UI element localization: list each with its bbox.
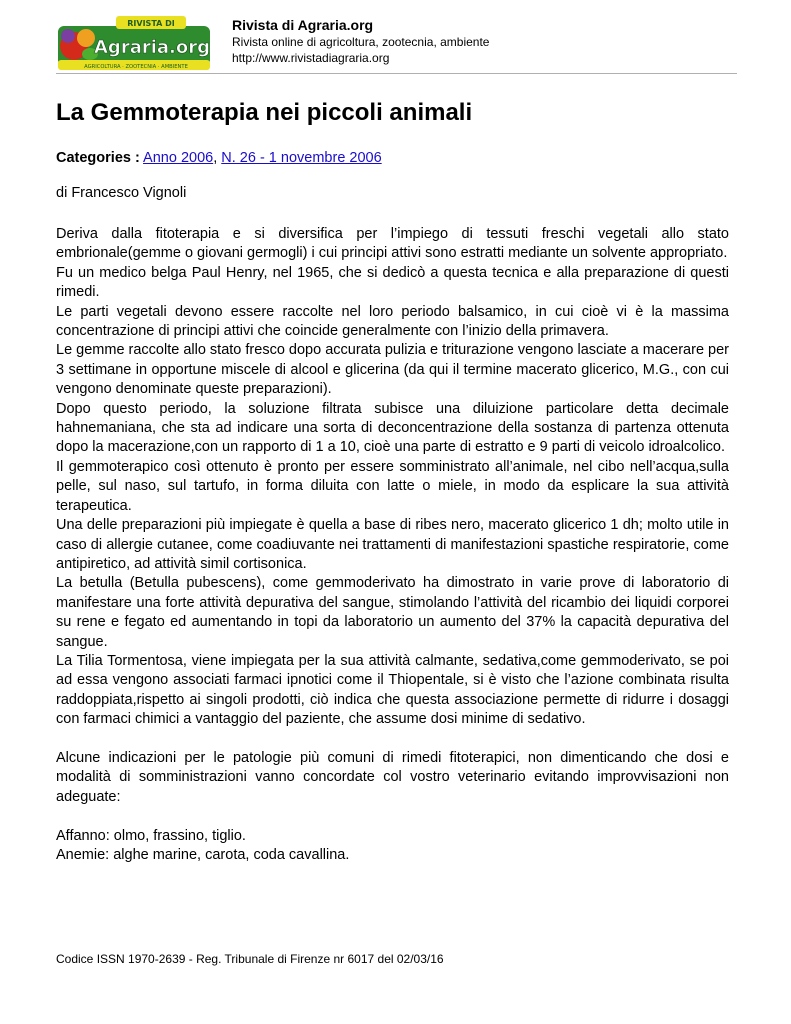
header-divider xyxy=(56,73,737,74)
site-description: Rivista online di agricoltura, zootecnia, ambiente xyxy=(232,35,490,49)
paragraph: Dopo questo periodo, la soluzione filtrata subisce una diluizione particolare detta decimale hahnemaniana, che sta ad indicare una sorta di deconcentrazione della sostanza di partenza ottenuta dopo la macerazione,con un rapporto di 1 a 10, cioè una parte di estratto e 9 parti di veicolo idroalcolico. xyxy=(56,400,729,456)
paragraph: La Tilia Tormentosa, viene impiegata per la sua attività calmante, sedativa,come gemmoderivato, se poi ad essa vengono associati farmaci ipnotici come il Thiopentale, si è visto che l’azione combinata risulta raddoppiata,rispetto ai singoli prodotti, ciò indica che questa associazione permette di ridurre i dosaggi con farmaci chimici a vantaggio del paziente, che assume dosi minime di sedativo. xyxy=(56,652,729,728)
paragraph: Le parti vegetali devono essere raccolte nel loro periodo balsamico, in cui cioè vi è la massima concentrazione di principi attivi che coincide generalmente con l’inizio della primavera. xyxy=(56,303,729,340)
site-name: Rivista di Agraria.org xyxy=(232,17,374,33)
article-author: di Francesco Vignoli xyxy=(56,185,187,201)
site-logo[interactable] xyxy=(56,16,212,72)
paragraph: Il gemmoterapico così ottenuto è pronto per essere somministrato all’animale, nel cibo nell’acqua,sulla pelle, sul naso, sul tartufo, in forma diluita con latte o miele, in modo da esplicare la sua attività terapeutica. xyxy=(56,458,729,514)
categories-line xyxy=(56,149,382,167)
logo-tagline-text: AGRICOLTURA · ZOOTECNIA · AMBIENTE xyxy=(84,64,188,70)
category-link-issue-26[interactable]: N. 26 - 1 novembre 2006 xyxy=(221,150,382,166)
paragraph: Alcune indicazioni per le patologie più comuni di rimedi fitoterapici, non dimenticando che dosi e modalità di somministrazioni vanno concordate col vostro veterinario evitando improvvisazioni non adeguate: xyxy=(56,749,729,805)
site-header-text xyxy=(232,16,489,66)
list-item: Affanno: olmo, frassino, tiglio. xyxy=(56,827,246,844)
article-body xyxy=(56,225,729,865)
site-url[interactable]: http://www.rivistadiagraria.org xyxy=(232,51,390,65)
footer-issn: Codice ISSN 1970-2639 - Reg. Tribunale di Firenze nr 6017 del 02/03/16 xyxy=(56,952,444,966)
paragraph: La betulla (Betulla pubescens), come gemmoderivato ha dimostrato in varie prove di laboratorio di manifestare una forte attività depurativa del sangue, stimolando l’attività del ricambio dei liquidi corporei su rene e fegato ed aumentando in topi da laboratorio un aumento del 37% la capacità depurativa del sangue. xyxy=(56,575,729,650)
page-title: La Gemmoterapia nei piccoli animali xyxy=(56,99,473,126)
paragraph: Le gemme raccolte allo stato fresco dopo accurata pulizia e triturazione vengono lasciate a macerare per 3 settimane in opportune miscele di alcool e glicerina (da qui il termine macerato glicerico, M.G., con cui vengono denominate queste preparazioni). xyxy=(56,342,730,398)
logo-graphic xyxy=(56,16,212,72)
categories-separator: , xyxy=(213,150,218,166)
categories-label: Categories : xyxy=(56,150,140,166)
logo-banner-text: RIVISTA DI xyxy=(127,19,175,28)
paragraph: Una delle preparazioni più impiegate è quella a base di ribes nero, macerato glicerico 1 dh; molto utile in caso di allergie cutanee, come coadiuvante nei trattamenti di manifestazioni spastiche respiratorie, come antipiretico, ad attività simil cortisonica. xyxy=(56,517,729,572)
paragraph: Deriva dalla fitoterapia e si diversifica per l’impiego di tessuti freschi vegetali allo stato embrionale(gemme o giovani germogli) i cui principi attivi sono estratti mediante un solvente appropriato. xyxy=(56,226,729,262)
paragraph: Fu un medico belga Paul Henry, nel 1965, che si dedicò a questa tecnica e alla preparazione di questi rimedi. xyxy=(56,264,729,301)
logo-name-text: Agraria.org xyxy=(94,37,210,58)
list-item: Anemie: alghe marine, carota, coda cavallina. xyxy=(56,846,350,863)
category-link-anno-2006[interactable]: Anno 2006 xyxy=(143,150,214,166)
